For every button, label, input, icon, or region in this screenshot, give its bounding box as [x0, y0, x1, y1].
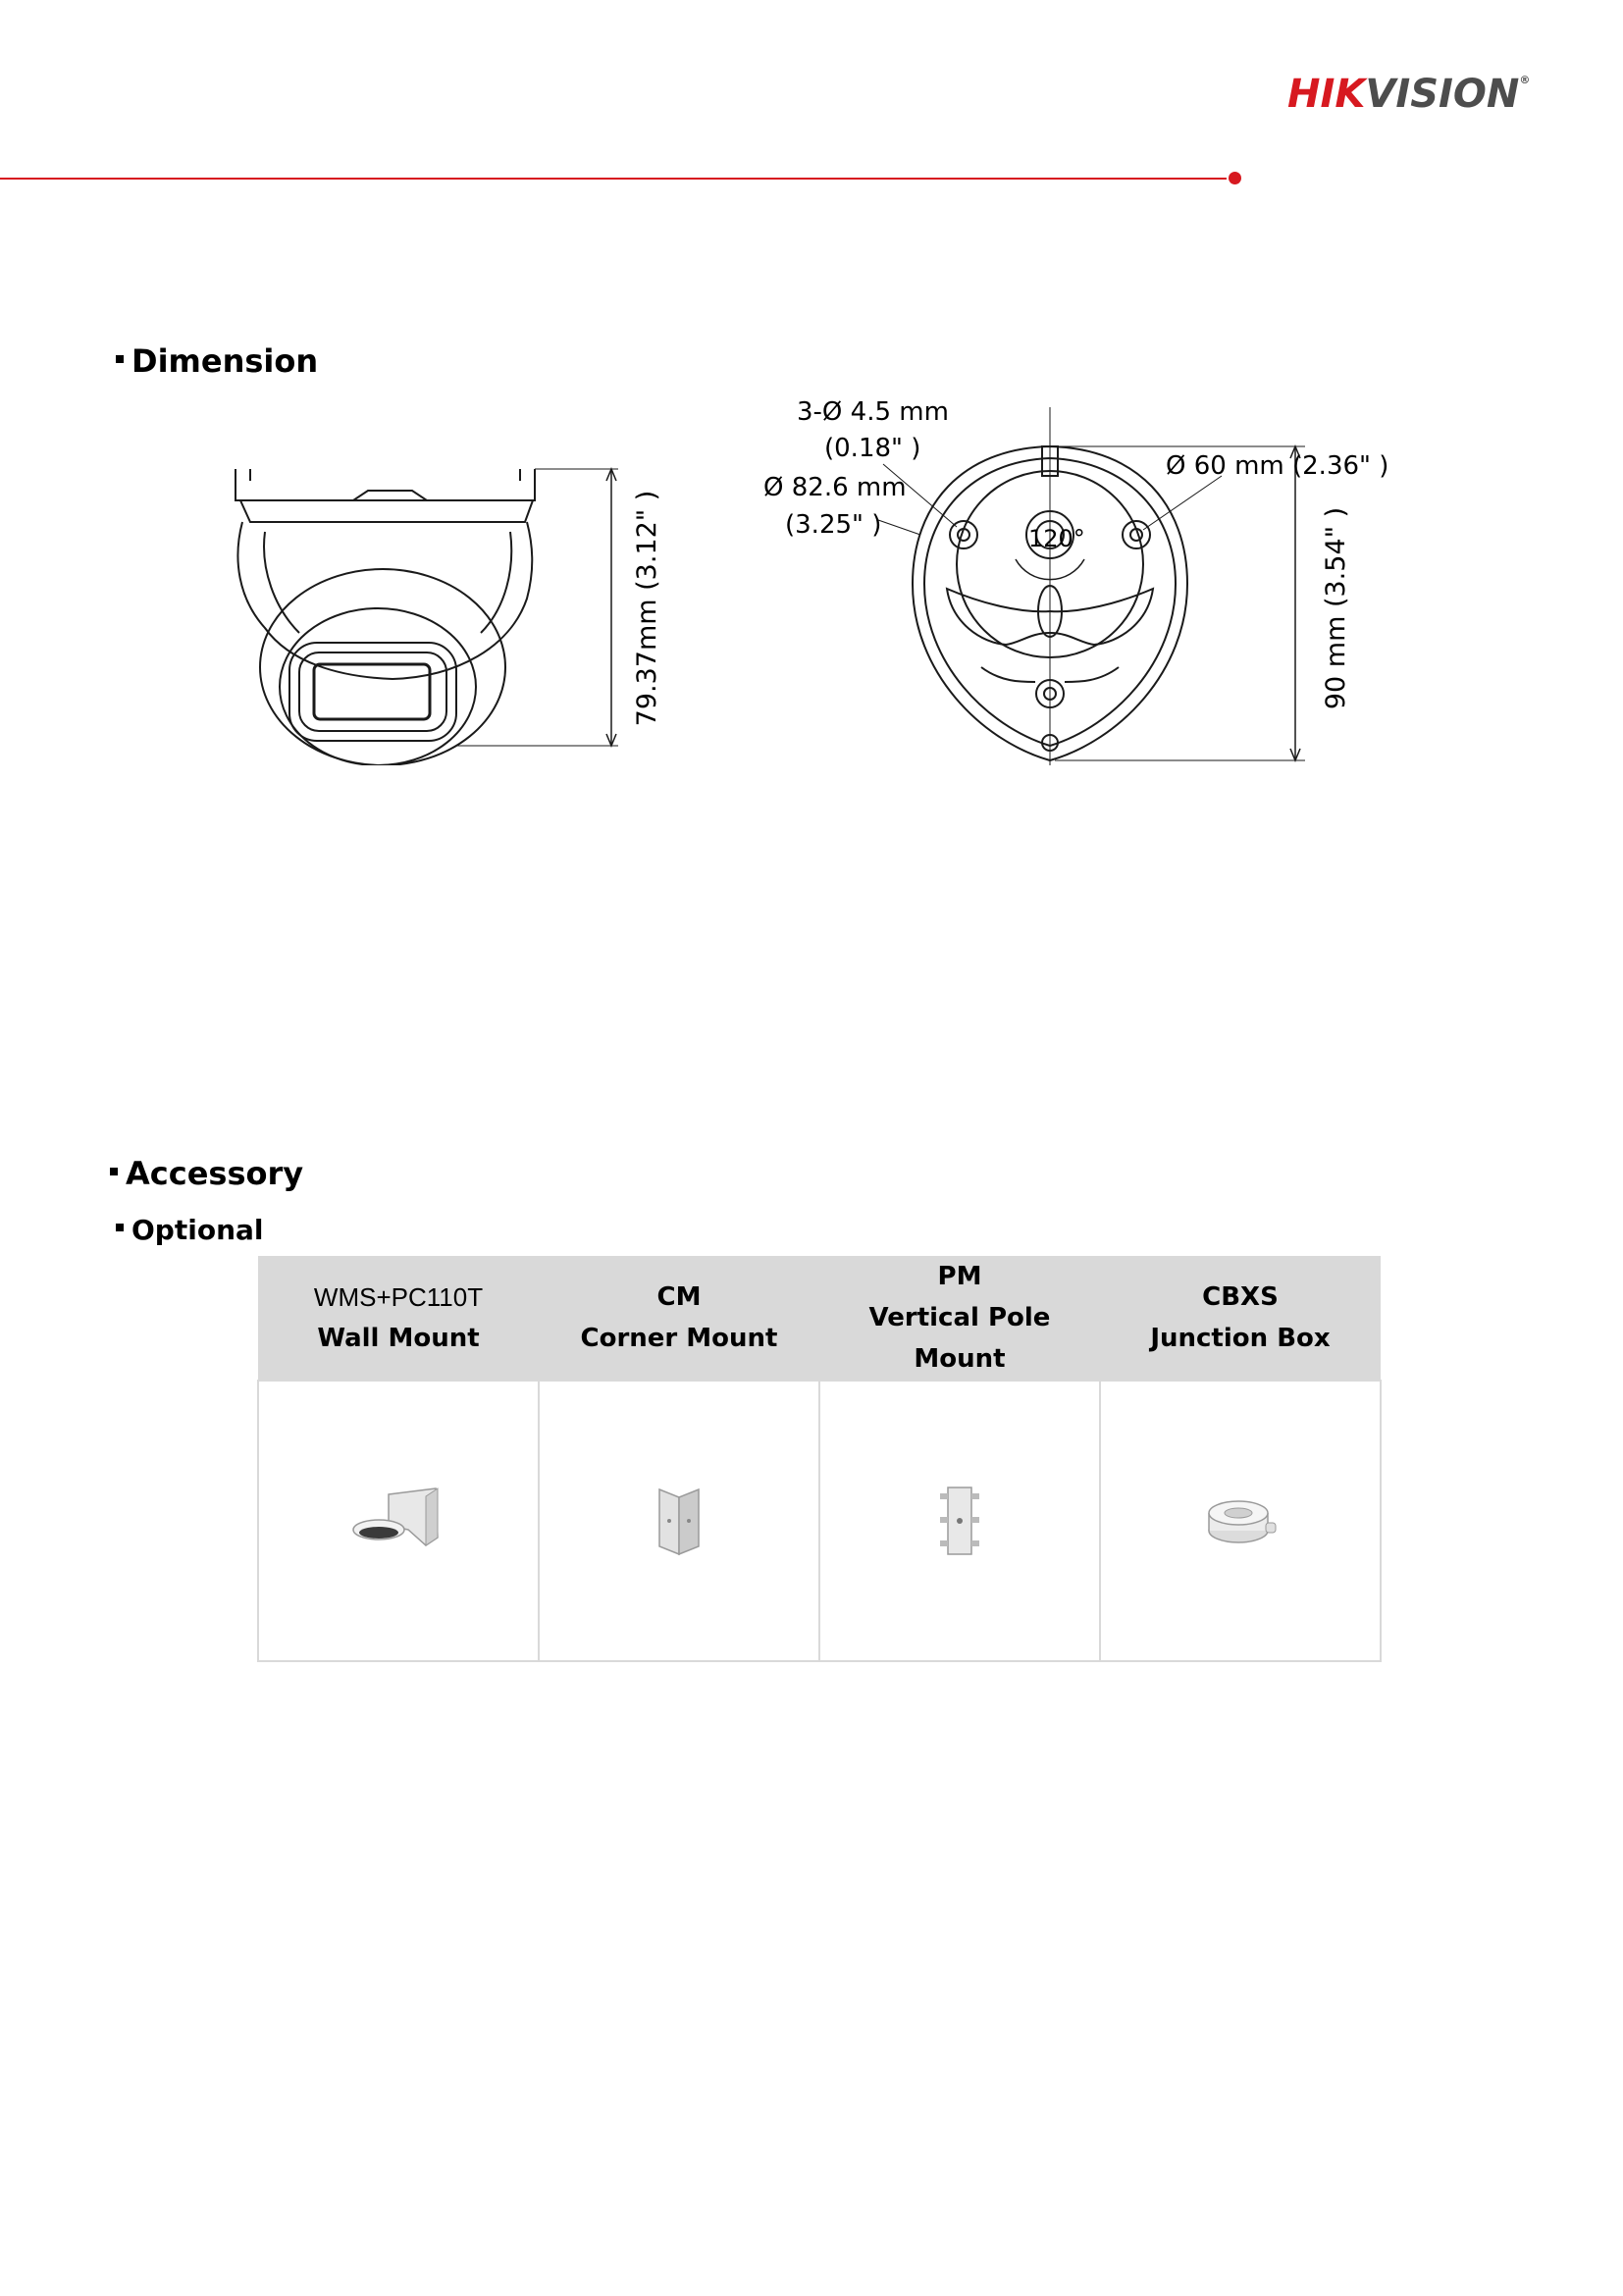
- accessory-title: Accessory: [126, 1155, 304, 1192]
- accessory-name: Corner Mount: [580, 1324, 778, 1353]
- camera-top-view-drawing: [756, 388, 1403, 780]
- accessory-image-cell: [539, 1381, 819, 1661]
- accessory-heading: [110, 1155, 304, 1192]
- accessory-name: Wall Mount: [317, 1324, 480, 1353]
- hole-diameter-inch-label: (0.18" ): [824, 434, 921, 463]
- accessory-code: CM: [656, 1282, 702, 1312]
- inner-diameter-label: Ø 60 mm (2.36" ): [1166, 451, 1389, 481]
- optional-heading: [116, 1214, 264, 1246]
- accessory-image-cell: [258, 1381, 539, 1661]
- logo-text-vision: VISION: [1365, 72, 1520, 117]
- dimension-heading: [116, 342, 319, 380]
- hole-diameter-label: 3-Ø 4.5 mm: [797, 397, 949, 427]
- accessory-header-cell: [819, 1256, 1100, 1381]
- accessory-name: Junction Box: [1150, 1324, 1331, 1353]
- hikvision-logo: [1287, 72, 1531, 117]
- angle-label: 120°: [1028, 525, 1085, 552]
- pole-mount-image: [930, 1482, 989, 1560]
- outer-diameter-inch-label: (3.25" ): [785, 510, 882, 540]
- accessory-code: PM: [937, 1262, 982, 1291]
- accessory-image-cell: [819, 1381, 1100, 1661]
- accessory-table: [257, 1256, 1382, 1662]
- optional-title: Optional: [131, 1214, 264, 1246]
- header-rule: [0, 178, 1227, 180]
- accessory-name: Vertical Pole Mount: [868, 1303, 1051, 1374]
- corner-mount-image: [650, 1482, 708, 1560]
- accessory-header-cell: [539, 1256, 819, 1381]
- accessory-image-cell: [1100, 1381, 1381, 1661]
- accessory-image-row: [258, 1381, 1381, 1661]
- top-height-label: 90 mm (3.54" ): [1321, 506, 1351, 710]
- header-rule-dot: [1229, 172, 1241, 184]
- accessory-code: CBXS: [1202, 1282, 1279, 1312]
- bullet-icon: [110, 1168, 118, 1175]
- accessory-header-cell: [1100, 1256, 1381, 1381]
- accessory-header-row: [258, 1256, 1381, 1381]
- dimension-title: Dimension: [131, 342, 319, 380]
- junction-box-image: [1201, 1491, 1280, 1550]
- outer-diameter-label: Ø 82.6 mm: [763, 473, 907, 502]
- bullet-icon: [116, 1224, 124, 1231]
- accessory-code: WMS+PC110T: [313, 1282, 484, 1312]
- camera-side-view-drawing: [221, 451, 682, 765]
- bullet-icon: [116, 355, 124, 363]
- logo-registered-mark: ®: [1519, 74, 1531, 86]
- logo-text-hik: HIK: [1287, 72, 1366, 117]
- wall-mount-image: [349, 1487, 447, 1555]
- side-height-label: 79.37mm (3.12" ): [632, 490, 662, 727]
- accessory-header-cell: [258, 1256, 539, 1381]
